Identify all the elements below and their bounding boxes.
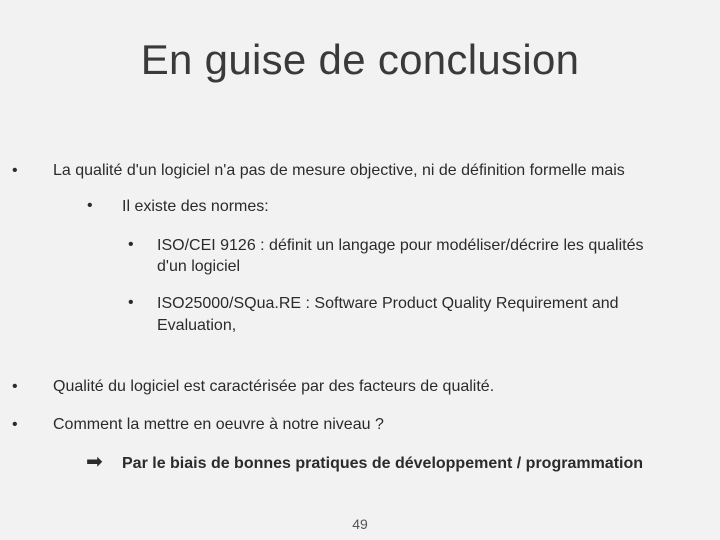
page-number: 49: [352, 516, 368, 532]
conclusion-text: Par le biais de bonnes pratiques de développement / programmation: [122, 455, 644, 472]
bullet-text: La qualité d'un logiciel n'a pas de mesure objective, ni de définition formelle mais: [53, 162, 625, 179]
bullet-dot-icon: •: [12, 162, 18, 179]
bullet-text: Comment la mettre en oeuvre à notre niveau ?: [53, 416, 384, 433]
sub-sub-bullet-text: ISO25000/SQua.RE : Software Product Quality Requirement and: [157, 295, 619, 312]
sub-sub-bullet-text-cont: d'un logiciel: [157, 258, 241, 275]
bullet-dot-icon: •: [87, 197, 93, 214]
slide-title: En guise de conclusion: [140, 36, 580, 83]
sub-bullet-text: Il existe des normes:: [122, 198, 269, 215]
arrow-right-icon: ➡: [86, 451, 103, 473]
sub-sub-bullet-text-cont: Evaluation,: [157, 317, 237, 334]
bullet-dot-icon: •: [128, 294, 134, 311]
bullet-text: Qualité du logiciel est caractérisée par des facteurs de qualité.: [53, 378, 495, 395]
bullet-dot-icon: •: [12, 378, 18, 395]
sub-sub-bullet-text: ISO/CEI 9126 : définit un langage pour modéliser/décrire les qualités: [157, 237, 644, 254]
bullet-dot-icon: •: [12, 416, 18, 433]
bullet-dot-icon: •: [128, 236, 134, 253]
